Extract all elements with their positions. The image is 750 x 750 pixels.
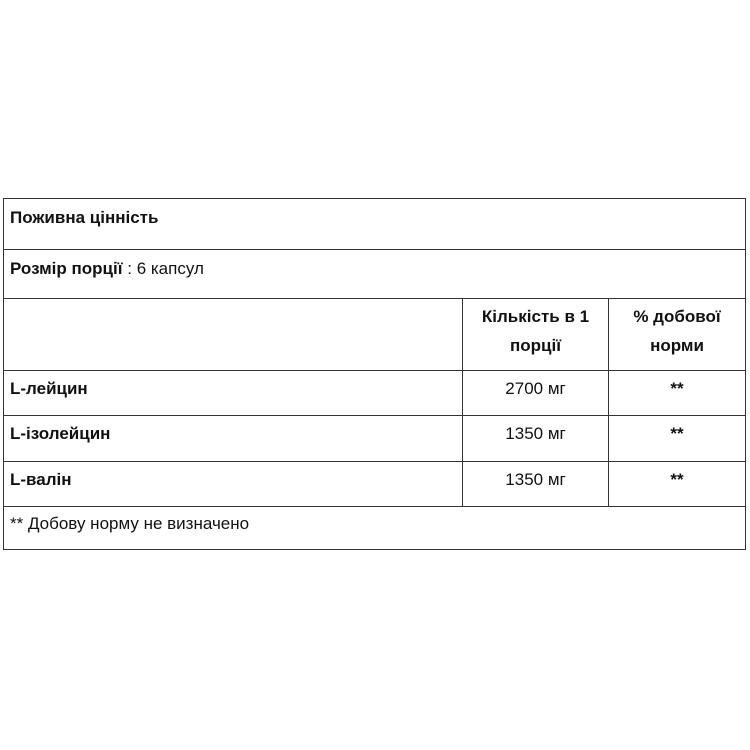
header-name-cell	[4, 299, 462, 370]
serving-size-row	[4, 250, 745, 299]
table-row	[4, 462, 745, 507]
nutrient-daily-value: **	[608, 462, 745, 506]
table-row	[4, 371, 745, 416]
nutrient-name: L-лейцин	[10, 379, 88, 398]
serving-size-value: 6 капсул	[136, 259, 204, 278]
serving-size	[10, 254, 204, 283]
nutrient-amount: 1350 мг	[462, 462, 608, 506]
nutrient-amount: 2700 мг	[462, 371, 608, 415]
footnote: ** Добову норму не визначено	[10, 514, 250, 533]
nutrient-name: L-ізолейцин	[10, 424, 111, 443]
nutrient-daily-value: **	[608, 371, 745, 415]
header-amount-cell: Кількість в 1 порції	[462, 299, 608, 370]
footnote-row	[4, 507, 745, 549]
nutrient-amount: 1350 мг	[462, 416, 608, 461]
header-row	[4, 299, 745, 371]
nutrient-name: L-валін	[10, 470, 72, 489]
serving-size-separator: :	[122, 259, 137, 278]
table-row	[4, 416, 745, 462]
table-title: Поживна цінність	[10, 208, 159, 227]
serving-size-label: Розмір порції	[10, 259, 123, 278]
title-row	[4, 199, 745, 250]
nutrient-daily-value: **	[608, 416, 745, 461]
header-daily-value-cell: % добової норми	[608, 299, 745, 370]
nutrition-facts-table	[3, 198, 746, 550]
